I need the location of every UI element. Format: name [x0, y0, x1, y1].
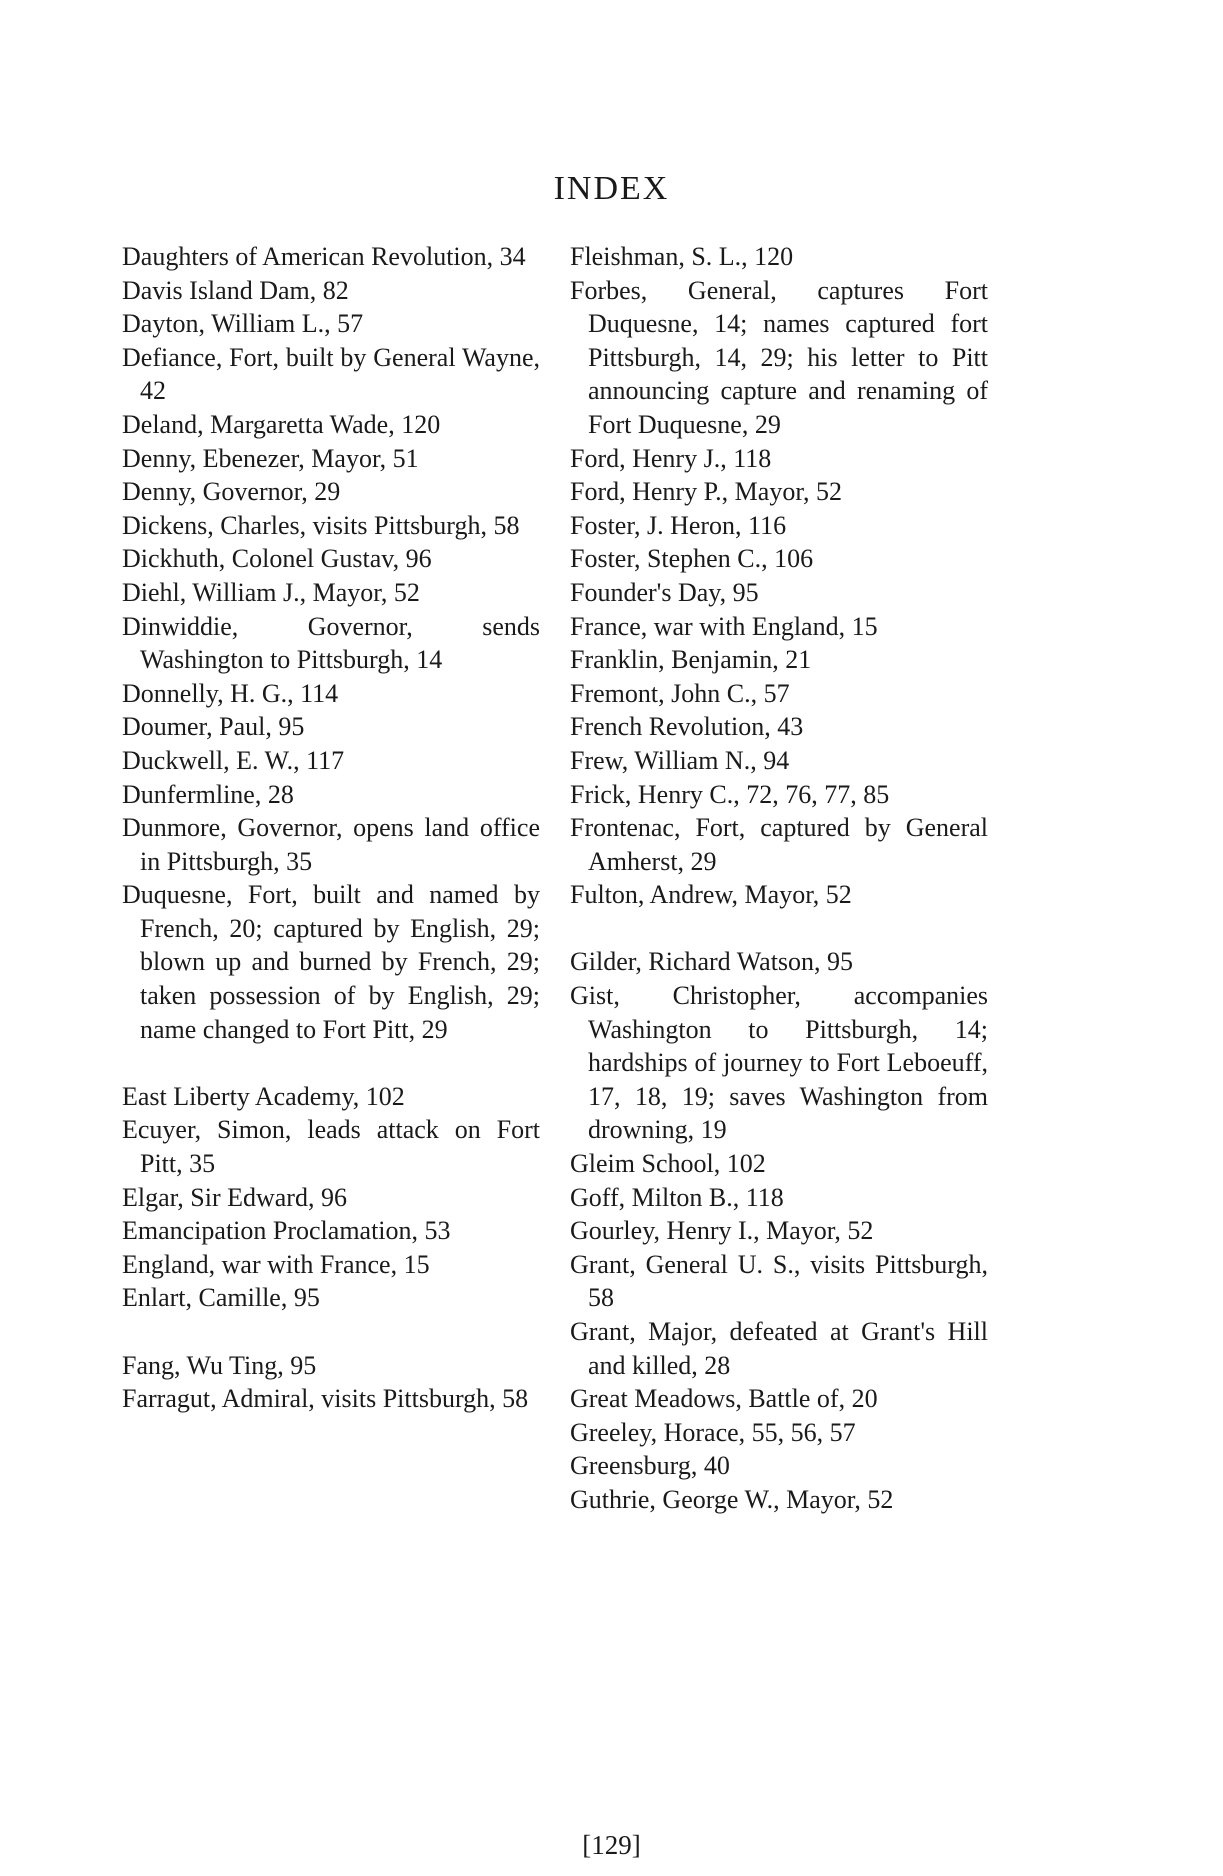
index-entry: Daughters of American Revolution, 34 — [122, 242, 526, 271]
index-entry: Dayton, William L., 57 — [122, 309, 364, 339]
index-entry: Fulton, Andrew, Mayor, 52 — [570, 880, 852, 910]
index-entry: Gist, Christopher, accompanies Washington to Pittsburgh, 14; hardships of journey to Fort Leboeuff, 17, 18, 19; saves Washington from drowning, 19 — [570, 981, 988, 1145]
index-entry: Farragut, Admiral, visits Pittsburgh, 58 — [122, 1384, 529, 1414]
page-title: INDEX — [553, 170, 670, 207]
index-entry: Forbes, General, captures Fort Duquesne, 14; names captured fort Pittsburgh, 14, 29; his letter to Pitt announcing capture and renaming of Fort Duquesne, 29 — [570, 275, 988, 439]
index-entry: Duckwell, E. W., 117 — [122, 745, 345, 775]
index-entry: Dinwiddie, Governor, sends Washington to Pittsburgh, 14 — [122, 611, 540, 675]
index-entry: Gilder, Richard Watson, 95 — [570, 947, 854, 977]
index-entry: Doumer, Paul, 95 — [122, 712, 305, 742]
index-entry: Emancipation Proclamation, 53 — [122, 1216, 451, 1246]
index-entry: Frick, Henry C., 72, 76, 77, 85 — [570, 779, 890, 809]
index-entry: Deland, Margaretta Wade, 120 — [122, 409, 441, 439]
index-entry: Ecuyer, Simon, leads attack on Fort Pitt, 35 — [122, 1115, 540, 1179]
index-entry: Defiance, Fort, built by General Wayne, 42 — [122, 342, 540, 406]
index-entry: East Liberty Academy, 102 — [122, 1081, 405, 1111]
index-entry: Davis Island Dam, 82 — [122, 275, 349, 305]
index-entry: Gleim School, 102 — [570, 1149, 766, 1179]
index-entry: Greeley, Horace, 55, 56, 57 — [570, 1417, 856, 1447]
index-entry: Dickhuth, Colonel Gustav, 96 — [122, 544, 432, 574]
index-entry: Founder's Day, 95 — [570, 577, 759, 607]
index-entry: Denny, Governor, 29 — [122, 477, 341, 507]
index-column-left — [122, 240, 540, 1416]
index-entry: Gourley, Henry I., Mayor, 52 — [570, 1216, 874, 1246]
index-entry: France, war with England, 15 — [570, 611, 878, 641]
index-entry: Foster, Stephen C., 106 — [570, 544, 814, 574]
index-entry: Donnelly, H. G., 114 — [122, 678, 339, 708]
index-entry: Franklin, Benjamin, 21 — [570, 645, 812, 675]
index-entry: Great Meadows, Battle of, 20 — [570, 1384, 878, 1414]
index-entry: Greensburg, 40 — [570, 1451, 730, 1481]
index-section-gap — [570, 912, 988, 946]
index-entry: Frew, William N., 94 — [570, 745, 790, 775]
index-entry: Ford, Henry P., Mayor, 52 — [570, 477, 842, 507]
page-number: [129] — [582, 1830, 641, 1860]
index-entry: Grant, General U. S., visits Pittsburgh, 58 — [570, 1249, 988, 1313]
index-entry: Foster, J. Heron, 116 — [570, 510, 787, 540]
index-entry: Elgar, Sir Edward, 96 — [122, 1182, 347, 1212]
index-entry: England, war with France, 15 — [122, 1249, 430, 1279]
index-entry: Dickens, Charles, visits Pittsburgh, 58 — [122, 510, 520, 540]
index-entry: Frontenac, Fort, captured by General Amherst, 29 — [570, 813, 988, 876]
index-column-right — [570, 240, 988, 1517]
index-entry: Ford, Henry J., 118 — [570, 443, 772, 473]
index-entry: Grant, Major, defeated at Grant's Hill and killed, 28 — [570, 1317, 988, 1380]
index-entry: Fremont, John C., 57 — [570, 678, 790, 708]
index-entry: Fang, Wu Ting, 95 — [122, 1350, 317, 1380]
index-entry: Dunmore, Governor, opens land office in Pittsburgh, 35 — [122, 813, 540, 876]
index-entry: Denny, Ebenezer, Mayor, 51 — [122, 443, 419, 473]
index-entry: Guthrie, George W., Mayor, 52 — [570, 1484, 894, 1514]
index-entry: Goff, Milton B., 118 — [570, 1182, 784, 1212]
index-entry: Enlart, Camille, 95 — [122, 1283, 320, 1313]
index-entry: Duquesne, Fort, built and named by French, 20; captured by English, 29; blown up and burned by French, 29; taken possession of by English, 29; name changed to Fort Pitt, 29 — [122, 880, 540, 1044]
index-entry: Dunfermline, 28 — [122, 779, 294, 809]
index-entry: Diehl, William J., Mayor, 52 — [122, 577, 420, 607]
index-entry: Fleishman, S. L., 120 — [570, 242, 794, 271]
index-entry: French Revolution, 43 — [570, 712, 804, 742]
index-section-gap — [122, 1046, 540, 1080]
index-section-gap — [122, 1315, 540, 1349]
